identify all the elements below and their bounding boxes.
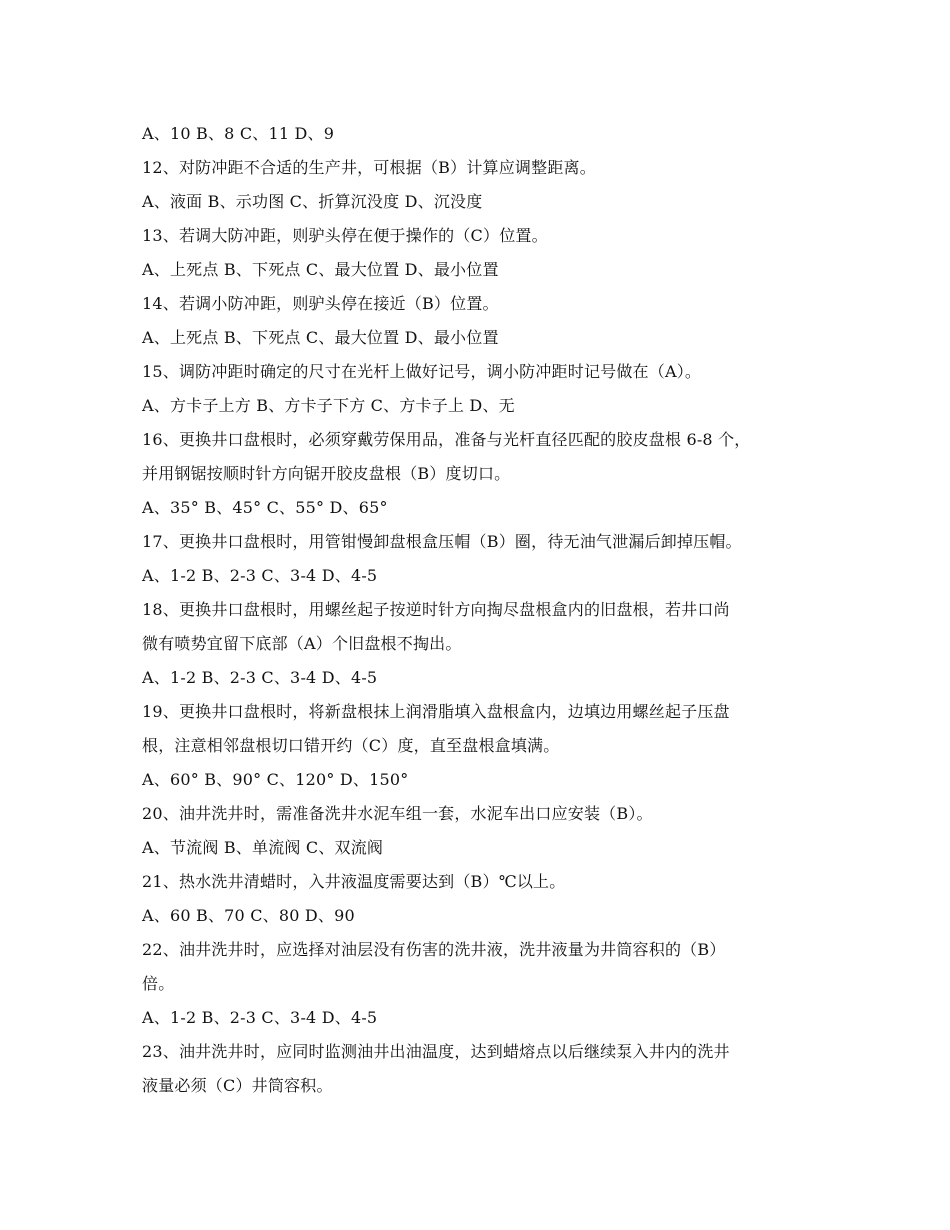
question-23: 23、油井洗井时，应同时监测油井出油温度，达到蜡熔点以后继续泵入井内的洗井 [142, 1042, 730, 1061]
answer-options: A、60 B、70 C、80 D、90 [142, 906, 355, 925]
question-23-continued: 液量必须（C）井筒容积。 [142, 1076, 333, 1095]
answer-options: A、35° B、45° C、55° D、65° [142, 498, 388, 517]
question-14: 14、若调小防冲距，则驴头停在接近（B）位置。 [142, 294, 499, 313]
answer-options: A、液面 B、示功图 C、折算沉没度 D、沉没度 [142, 192, 483, 211]
answer-options: A、1-2 B、2-3 C、3-4 D、4-5 [142, 1008, 378, 1027]
question-18: 18、更换井口盘根时，用螺丝起子按逆时针方向掏尽盘根盒内的旧盘根，若井口尚 [142, 600, 730, 619]
question-22: 22、油井洗井时，应选择对油层没有伤害的洗井液，洗井液量为井筒容积的（B） [142, 940, 726, 959]
answer-options: A、节流阀 B、单流阀 C、双流阀 [142, 838, 384, 857]
question-19-continued: 根，注意相邻盘根切口错开约（C）度，直至盘根盒填满。 [142, 736, 560, 755]
answer-options: A、上死点 B、下死点 C、最大位置 D、最小位置 [142, 328, 499, 347]
question-17: 17、更换井口盘根时，用管钳慢卸盘根盒压帽（B）圈，待无油气泄漏后卸掉压帽。 [142, 532, 742, 551]
question-12: 12、对防冲距不合适的生产井，可根据（B）计算应调整距离。 [142, 158, 596, 177]
question-16-continued: 并用钢锯按顺时针方向锯开胶皮盘根（B）度切口。 [142, 464, 511, 483]
question-list [142, 117, 814, 1103]
question-19: 19、更换井口盘根时，将新盘根抹上润滑脂填入盘根盒内，边填边用螺丝起子压盘 [142, 702, 730, 721]
question-13: 13、若调大防冲距，则驴头停在便于操作的（C）位置。 [142, 226, 548, 245]
answer-options: A、1-2 B、2-3 C、3-4 D、4-5 [142, 566, 378, 585]
question-16: 16、更换井口盘根时，必须穿戴劳保用品，准备与光杆直径匹配的胶皮盘根 6-8 个， [142, 430, 751, 449]
answer-options: A、10 B、8 C、11 D、9 [142, 124, 335, 143]
question-20: 20、油井洗井时，需准备洗井水泥车组一套，水泥车出口应安装（B）。 [142, 804, 653, 823]
question-21: 21、热水洗井清蜡时，入井液温度需要达到（B）℃以上。 [142, 872, 566, 891]
question-18-continued: 微有喷势宜留下底部（A）个旧盘根不掏出。 [142, 634, 462, 653]
answer-options: A、1-2 B、2-3 C、3-4 D、4-5 [142, 668, 378, 687]
question-15: 15、调防冲距时确定的尺寸在光杆上做好记号，调小防冲距时记号做在（A）。 [142, 362, 702, 381]
question-22-continued: 倍。 [142, 974, 175, 993]
answer-options: A、方卡子上方 B、方卡子下方 C、方卡子上 D、无 [142, 396, 515, 415]
answer-options: A、60° B、90° C、120° D、150° [142, 770, 409, 789]
answer-options: A、上死点 B、下死点 C、最大位置 D、最小位置 [142, 260, 499, 279]
